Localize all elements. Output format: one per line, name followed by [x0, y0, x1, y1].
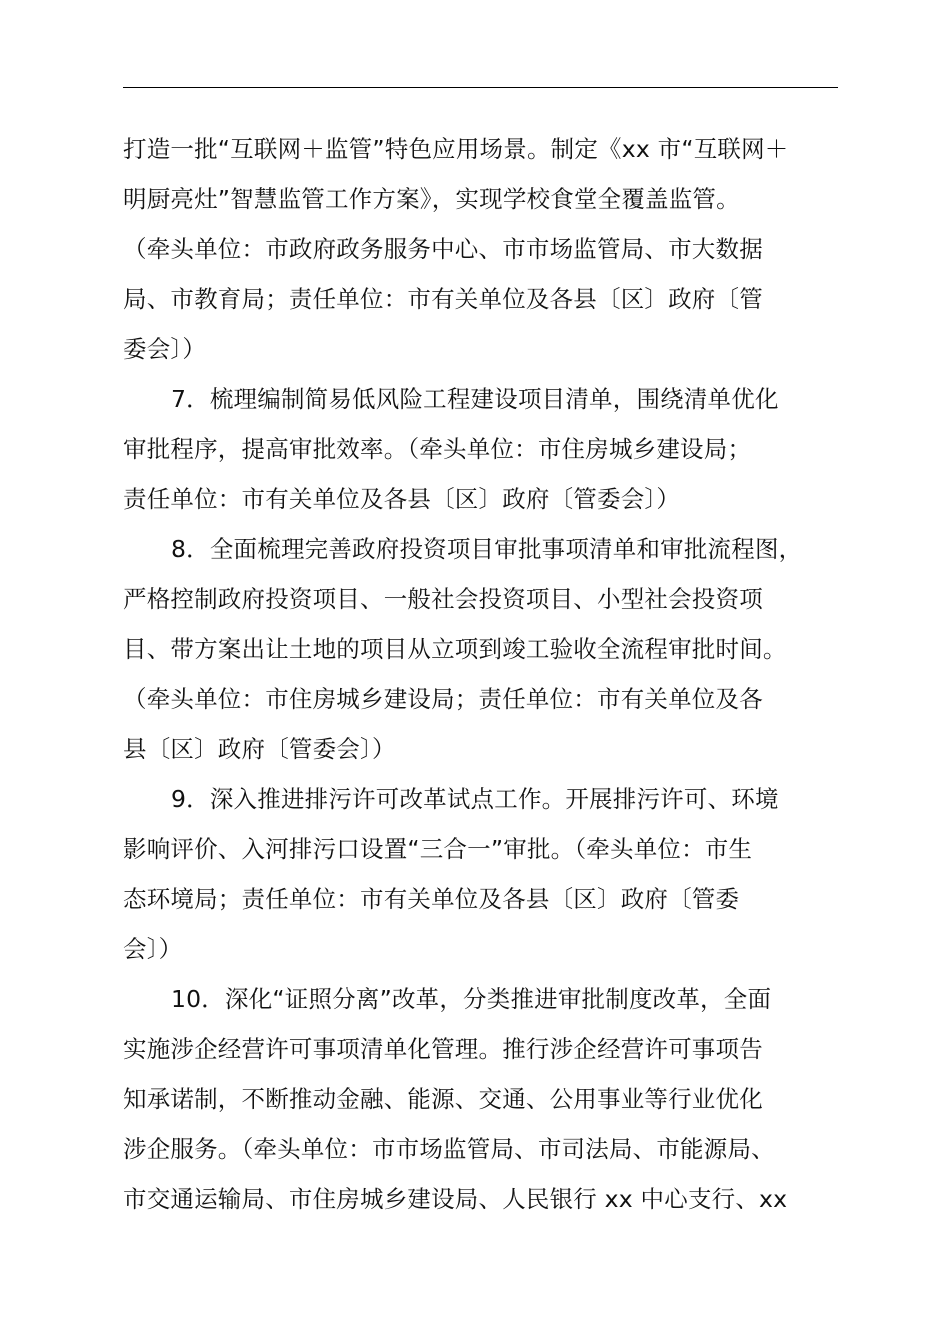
- document-body: [123, 124, 841, 1224]
- text-line: 实施涉企经营许可事项清单化管理。推行涉企经营许可事项告: [123, 1035, 763, 1063]
- text-line: 明厨亮灶”智慧监管工作方案》，实现学校食堂全覆盖监管。: [123, 185, 740, 213]
- text-line: （牵头单位：市住房城乡建设局；责任单位：市有关单位及各: [123, 685, 763, 713]
- text-line: 目、带方案出让土地的项目从立项到竣工验收全流程审批时间。: [123, 635, 787, 663]
- text-line: 市交通运输局、市住房城乡建设局、人民银行 xx 中心支行、xx: [123, 1185, 788, 1213]
- text-line: 会〕）: [123, 935, 183, 963]
- text-line: 9．深入推进排污许可改革试点工作。开展排污许可、环境: [171, 785, 779, 813]
- text-line: 涉企服务。（牵头单位：市市场监管局、市司法局、市能源局、: [123, 1135, 775, 1163]
- text-line: 态环境局；责任单位：市有关单位及各县〔区〕政府〔管委: [123, 885, 740, 913]
- header-rule: [123, 87, 838, 88]
- text-line: 7．梳理编制简易低风险工程建设项目清单，围绕清单优化: [171, 385, 779, 413]
- text-line: 局、市教育局；责任单位：市有关单位及各县〔区〕政府〔管: [123, 285, 763, 313]
- text-line: 10．深化“证照分离”改革，分类推进审批制度改革，全面: [171, 985, 772, 1013]
- text-line: 8．全面梳理完善政府投资项目审批事项清单和审批流程图，: [171, 535, 803, 563]
- text-line: 严格控制政府投资项目、一般社会投资项目、小型社会投资项: [123, 585, 763, 613]
- text-line: 责任单位：市有关单位及各县〔区〕政府〔管委会〕）: [123, 485, 681, 513]
- text-line: 知承诺制，不断推动金融、能源、交通、公用事业等行业优化: [123, 1085, 763, 1113]
- text-line: 打造一批“互联网＋监管”特色应用场景。制定《xx 市“互联网＋: [123, 135, 789, 163]
- text-line: 影响评价、入河排污口设置“三合一”审批。（牵头单位：市生: [123, 835, 753, 863]
- text-line: 委会〕）: [123, 335, 207, 363]
- text-line: （牵头单位：市政府政务服务中心、市市场监管局、市大数据: [123, 235, 763, 263]
- text-line: 县〔区〕政府〔管委会〕）: [123, 735, 396, 763]
- text-line: 审批程序，提高审批效率。（牵头单位：市住房城乡建设局；: [123, 435, 752, 463]
